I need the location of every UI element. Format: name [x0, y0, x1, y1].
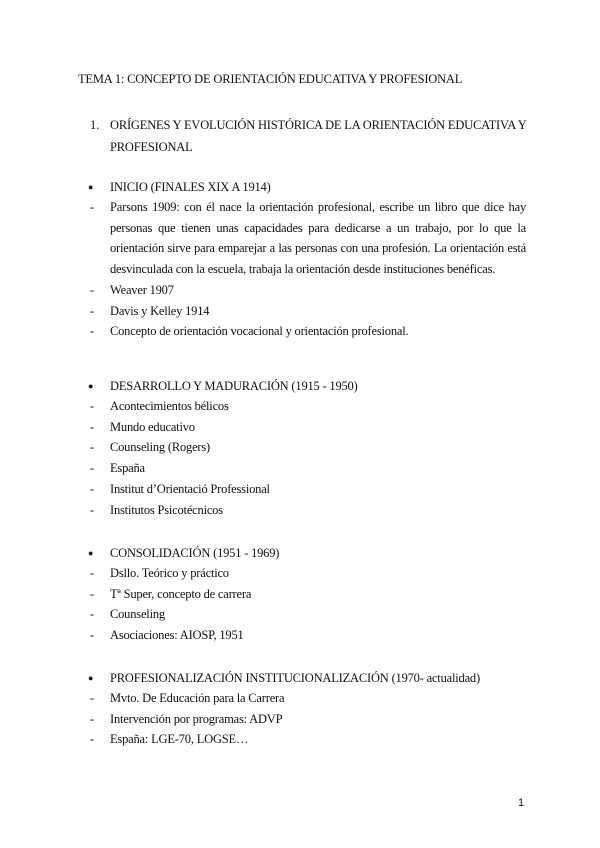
- dash-marker: -: [90, 586, 95, 601]
- item-text: Asociaciones: AIOSP, 1951: [110, 628, 244, 643]
- list-item: [78, 563, 526, 584]
- list-item: [78, 437, 526, 458]
- document-title: TEMA 1: CONCEPTO DE ORIENTACIÓN EDUCATIVA Y PROFESIONAL: [78, 72, 463, 86]
- bullet-icon: ●: [88, 182, 94, 192]
- item-text: Concepto de orientación vocacional y orientación profesional.: [110, 324, 409, 339]
- list-item: [78, 625, 526, 646]
- section-title: CONSOLIDACIÓN (1951 - 1969): [110, 546, 280, 560]
- dash-marker: -: [90, 732, 95, 747]
- dash-marker: -: [90, 502, 95, 517]
- list-item: [78, 729, 526, 750]
- list-item: [78, 396, 526, 417]
- section-profesionalizacion: [78, 668, 526, 750]
- list-item: [78, 688, 526, 709]
- list-item: [78, 479, 526, 500]
- item-list: [78, 197, 526, 342]
- item-text: Institutos Psicotécnicos: [110, 502, 223, 517]
- bullet-icon: ●: [88, 548, 94, 558]
- dash-marker: -: [90, 399, 95, 413]
- list-item: [78, 584, 526, 605]
- dash-marker: -: [90, 282, 95, 297]
- dash-marker: -: [90, 628, 95, 643]
- list-item: [78, 604, 526, 625]
- bullet-icon: ●: [88, 381, 94, 391]
- dash-marker: -: [90, 200, 95, 214]
- dash-marker: -: [90, 566, 95, 580]
- item-text: Parsons 1909: con él nace la orientación profesional, escribe un libro que dice hay personas que tienen unas capacidades para dedicarse a un trabajo, por lo que la orientación sirve para emparejar a las personas con una profesión. La orientación está desvinculada con la escuela, trabaja la orientación desde instituciones benéficas.: [110, 200, 526, 277]
- heading-number: 1.: [90, 118, 100, 132]
- list-item: [78, 500, 526, 521]
- section-header: [78, 543, 526, 563]
- item-list: [78, 396, 526, 520]
- bullet-icon: ●: [88, 673, 94, 683]
- dash-marker: -: [90, 711, 95, 726]
- section-heading: [78, 114, 538, 158]
- dash-marker: -: [90, 481, 95, 496]
- section-inicio: [78, 177, 526, 342]
- item-text: España: [110, 461, 145, 476]
- item-list: [78, 563, 526, 646]
- item-list: [78, 688, 526, 750]
- list-item: [78, 321, 526, 342]
- item-text: Counseling: [110, 607, 165, 622]
- dash-marker: -: [90, 607, 95, 622]
- list-item: [78, 301, 526, 322]
- item-text: Mundo educativo: [110, 419, 195, 434]
- item-text: Tª Super, concepto de carrera: [110, 586, 252, 601]
- list-item: [78, 197, 526, 280]
- section-consolidacion: [78, 543, 526, 646]
- page-number: 1: [518, 797, 525, 809]
- dash-marker: -: [90, 324, 95, 339]
- item-text: Intervención por programas: ADVP: [110, 711, 283, 726]
- dash-marker: -: [90, 461, 95, 476]
- item-text: Dsllo. Teórico y práctico: [110, 566, 229, 580]
- list-item: [78, 709, 526, 730]
- item-text: España: LGE-70, LOGSE…: [110, 732, 249, 747]
- section-header: [78, 668, 526, 688]
- section-desarrollo: [78, 376, 526, 520]
- list-item: [78, 458, 526, 479]
- item-text: Weaver 1907: [110, 282, 174, 297]
- item-text: Counseling (Rogers): [110, 440, 211, 455]
- item-text: Institut d’Orientació Professional: [110, 481, 270, 496]
- item-text: Davis y Kelley 1914: [110, 303, 210, 318]
- item-text: Acontecimientos bélicos: [110, 399, 229, 413]
- section-title: DESARROLLO Y MADURACIÓN (1915 - 1950): [110, 379, 358, 393]
- dash-marker: -: [90, 691, 95, 705]
- dash-marker: -: [90, 303, 95, 318]
- section-title: INICIO (FINALES XIX A 1914): [110, 180, 271, 194]
- list-item: [78, 280, 526, 301]
- dash-marker: -: [90, 419, 95, 434]
- heading-text: ORÍGENES Y EVOLUCIÓN HISTÓRICA DE LA ORIENTACIÓN EDUCATIVA Y PROFESIONAL: [110, 118, 527, 154]
- list-item: [78, 417, 526, 438]
- section-header: [78, 177, 526, 197]
- dash-marker: -: [90, 440, 95, 455]
- item-text: Mvto. De Educación para la Carrera: [110, 691, 285, 705]
- section-header: [78, 376, 526, 396]
- section-title: PROFESIONALIZACIÓN INSTITUCIONALIZACIÓN (1970- actualidad): [110, 671, 480, 685]
